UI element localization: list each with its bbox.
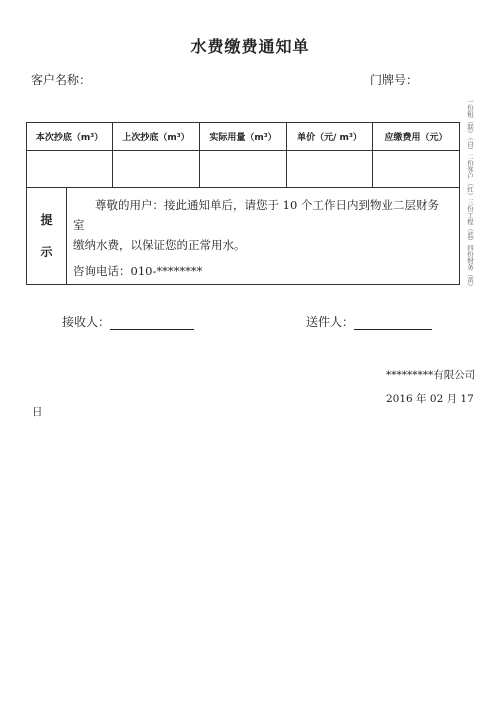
issue-date-day: 日 (32, 406, 43, 418)
sender-signature-line (354, 317, 432, 330)
actual-usage-cell (200, 151, 287, 188)
copy-distribution-note: 一份租（联）（白）二份客户（红）三份工程（蓝）四份财务（黄） (466, 98, 474, 290)
amount-due-cell (373, 151, 460, 188)
receiver-label: 接收人： (62, 315, 111, 329)
current-reading-cell (27, 151, 113, 188)
tip-row (27, 188, 460, 285)
page-title: 水费缴费通知单 (190, 37, 310, 56)
issue-date: 2016 年 02 月 17 (386, 393, 474, 405)
fee-table (26, 122, 460, 285)
table-row (27, 151, 460, 188)
tip-text-line-1: 尊敬的用户：接此通知单后，请您于 10 个工作日内到物业二层财务室 (73, 198, 439, 232)
tip-content (67, 188, 460, 285)
column-previous-reading: 上次抄底（m³） (113, 123, 200, 151)
previous-reading-cell (113, 151, 200, 188)
tip-label (27, 188, 67, 285)
table-header-row (27, 123, 460, 151)
sender-field (306, 313, 432, 330)
unit-price-cell (287, 151, 373, 188)
receiver-field (62, 313, 194, 330)
customer-name-label: 客户名称： (31, 73, 92, 87)
tip-label-char-1: 提 (40, 213, 53, 227)
column-actual-usage: 实际用量（m³） (200, 123, 287, 151)
receiver-signature-line (110, 317, 194, 330)
tip-phone: 咨询电话：010-******** (73, 264, 203, 278)
sender-label: 送件人： (306, 315, 355, 329)
door-number-label: 门牌号： (370, 73, 419, 87)
column-current-reading: 本次抄底（m³） (27, 123, 113, 151)
tip-label-char-2: 示 (40, 245, 53, 259)
column-amount-due: 应缴费用（元） (373, 123, 460, 151)
column-unit-price: 单价（元/ m³） (287, 123, 373, 151)
company-name: *********有限公司 (386, 369, 476, 381)
tip-text-line-2: 缴纳水费，以保证您的正常用水。 (73, 238, 246, 252)
